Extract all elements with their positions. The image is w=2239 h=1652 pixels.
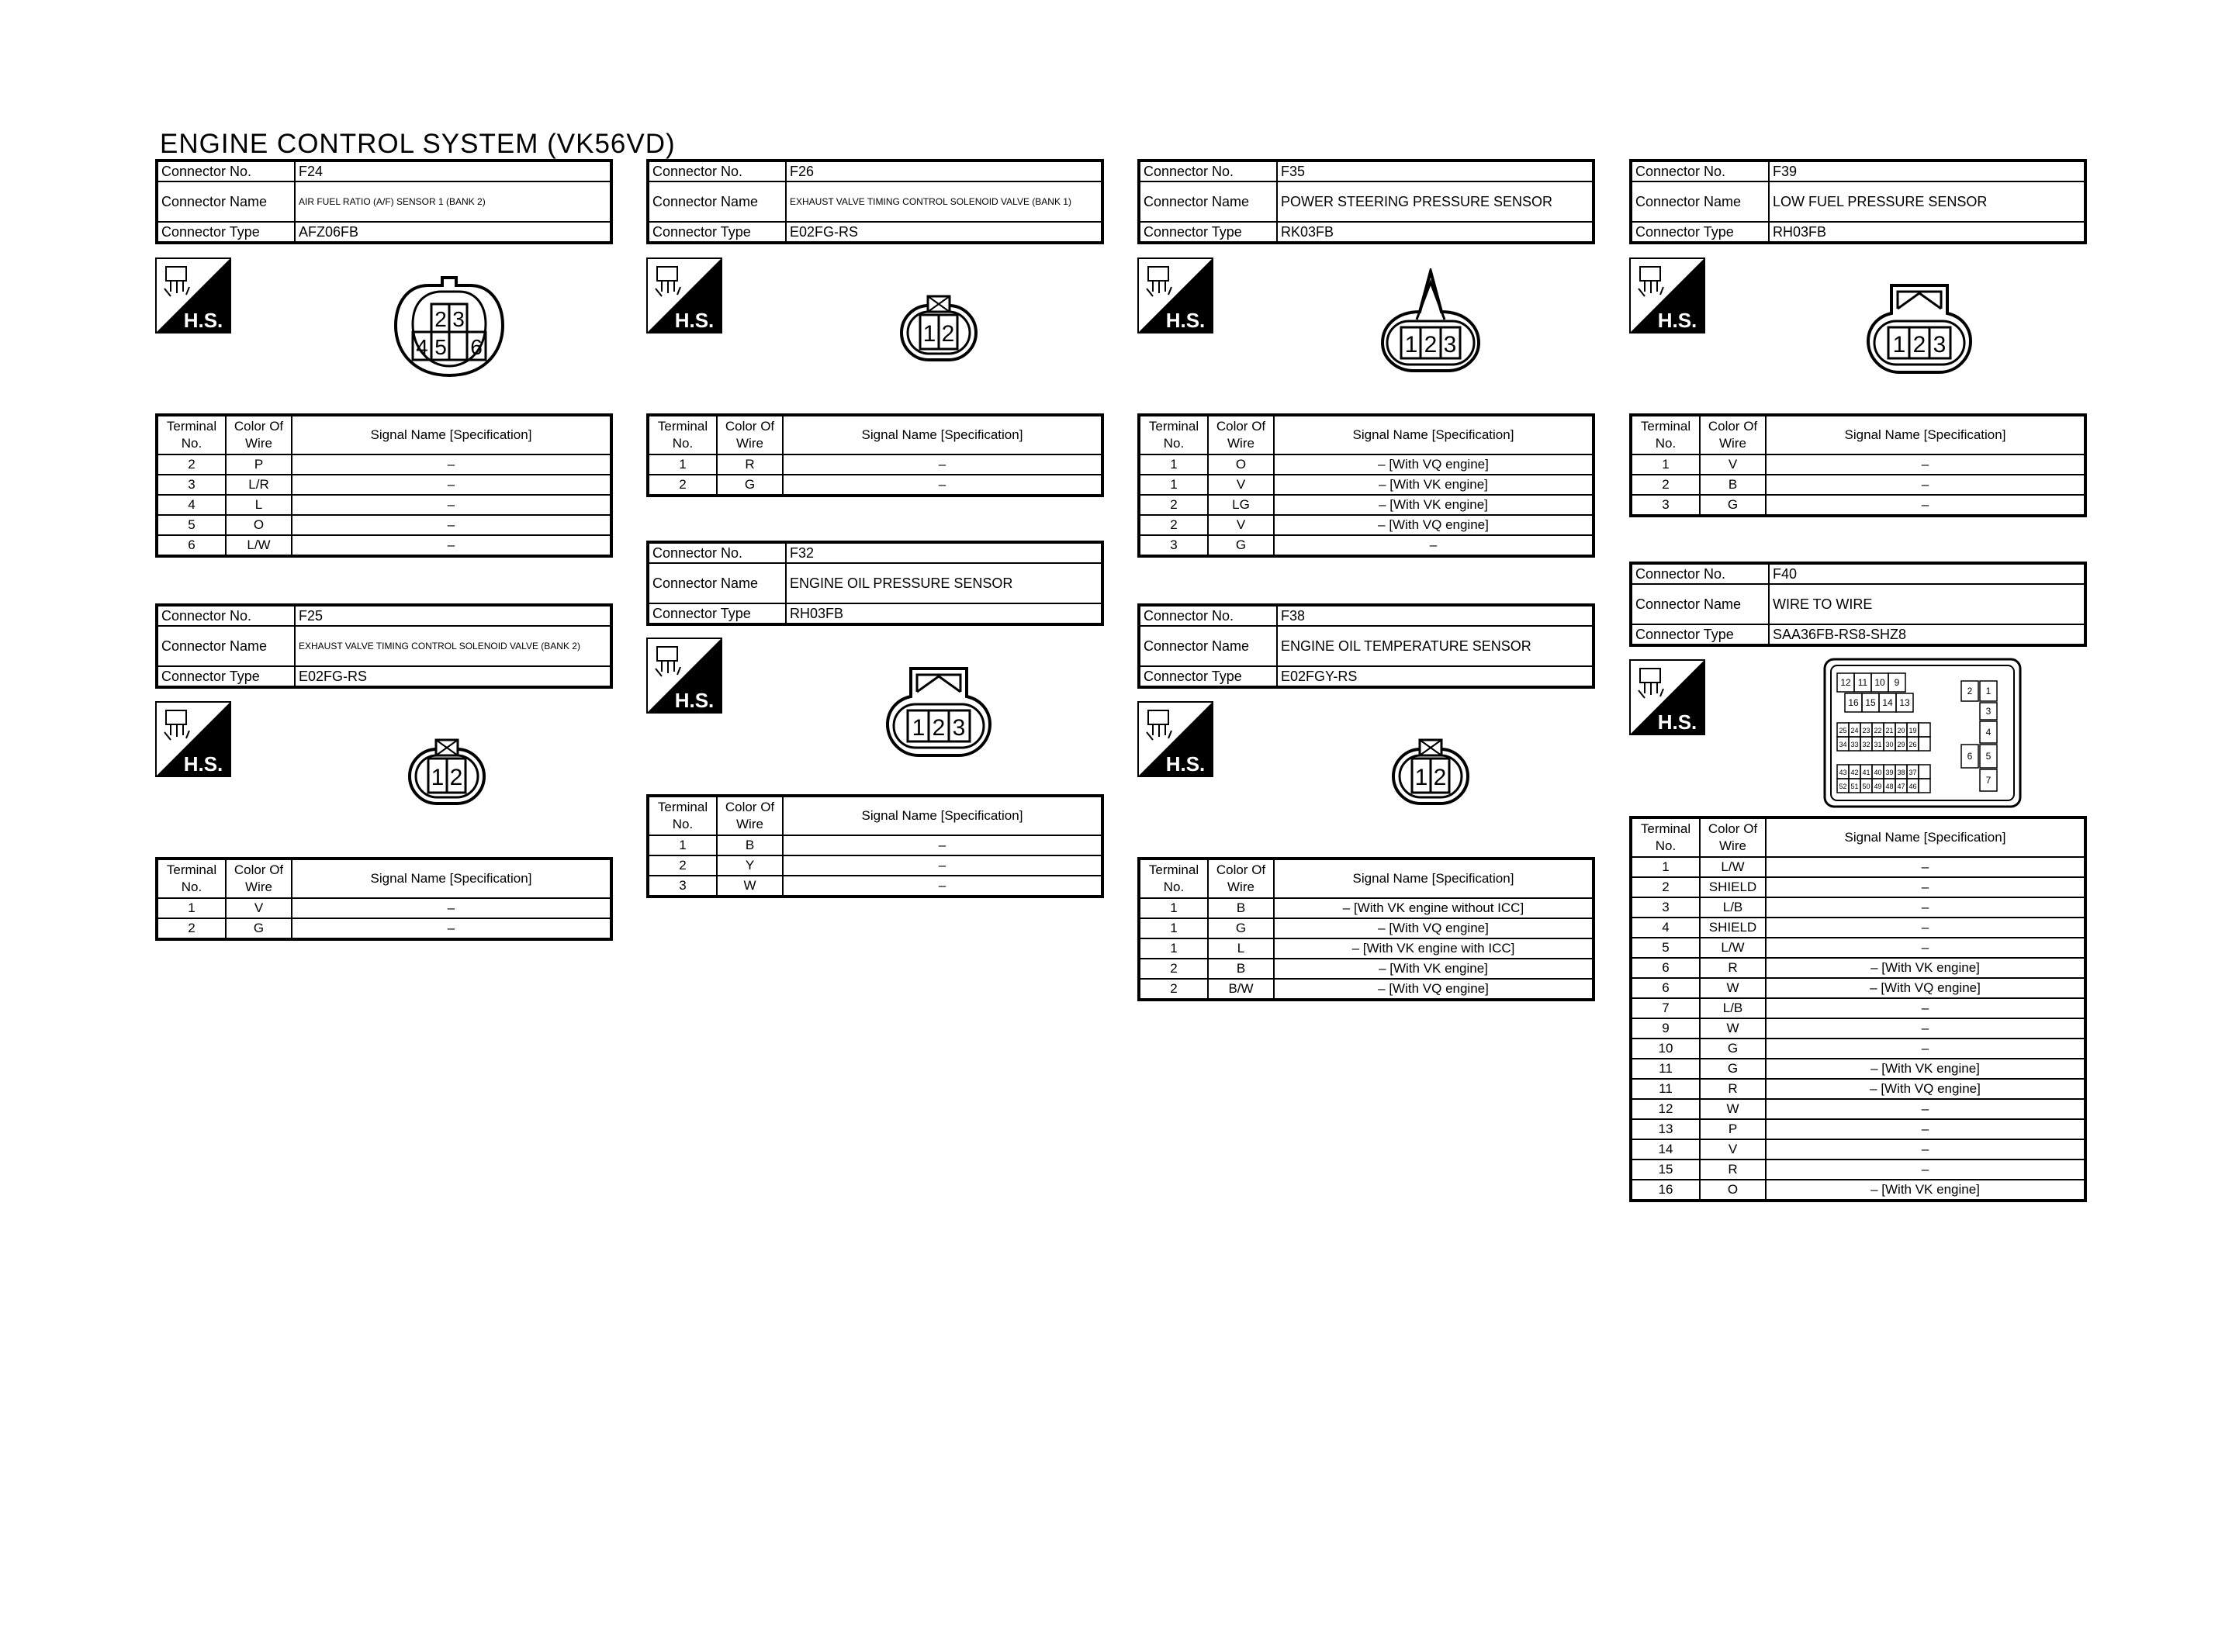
harness-side-icon [1629,257,1705,334]
table-row: 7 L/B – [1631,998,2085,1018]
terminal-no-header: Terminal No. [1631,415,1700,454]
pin-label: 3 [1443,332,1457,358]
signal-name-header: Signal Name [Specification] [292,415,611,454]
pin-label: 3 [452,307,465,331]
pin-label: 34 [1839,741,1847,748]
pin-label: 2 [449,765,463,790]
connector-no-label: Connector No. [157,605,295,626]
connector-type-label: Connector Type [1139,222,1277,243]
empty-cell [1919,737,1930,751]
pin-label: 6 [470,335,483,359]
connector-name-value: AIR FUEL RATIO (A/F) SENSOR 1 (BANK 2) [295,181,611,222]
hs-label: H.S. [1657,309,1697,332]
connector-f26-header [646,159,1104,244]
connector-type-value: E02FGY-RS [1277,666,1594,687]
harness-side-icon [155,701,231,777]
table-row: 2 B/W – [With VQ engine] [1139,979,1594,1000]
pin-label: 13 [1899,697,1910,708]
connector-f39-face [1865,282,1974,379]
connector-no-value: F38 [1277,605,1594,626]
harness-side-icon [1629,659,1705,735]
table-row: 14 V – [1631,1139,2085,1160]
connector-no-value: F39 [1769,161,2085,181]
pin-label: 7 [1985,775,1992,786]
empty-cell [1919,779,1930,793]
pin-label: 1 [1985,686,1992,696]
connector-type-label: Connector Type [1631,222,1769,243]
empty-cell [1919,723,1930,737]
connector-f32-header [646,541,1104,626]
connector-f32-face [884,665,993,762]
wire-color-header: Color Of Wire [226,859,292,898]
pin-label: 38 [1897,769,1905,776]
pin-label: 46 [1909,783,1917,790]
pin-label: 6 [1967,751,1973,762]
connector-name-label: Connector Name [1139,626,1277,666]
pin-label: 25 [1839,727,1847,734]
signal-name-header: Signal Name [Specification] [1274,415,1594,454]
pin-label: 4 [416,335,428,359]
table-row: 6 R – [With VK engine] [1631,958,2085,978]
table-row: 3 G – [1139,535,1594,556]
connector-f32-terminal-table [646,794,1104,898]
pin-label: 2 [434,307,447,331]
table-row: 1 G – [With VQ engine] [1139,918,1594,938]
wire-color-header: Color Of Wire [1208,859,1274,898]
connector-name-label: Connector Name [1139,181,1277,222]
signal-name-header: Signal Name [Specification] [1766,817,2085,857]
pin-label: 1 [1414,765,1428,790]
pin-label: 14 [1882,697,1893,708]
hs-label: H.S. [183,309,223,332]
connector-name-label: Connector Name [648,181,786,222]
connector-type-value: SAA36FB-RS8-SHZ8 [1769,624,2085,645]
pin-label: 40 [1874,769,1882,776]
pin-label: 1 [1404,332,1418,358]
harness-side-icon [646,257,722,334]
harness-side-icon [1137,701,1213,777]
signal-name-header: Signal Name [Specification] [1766,415,2085,454]
connector-name-value: EXHAUST VALVE TIMING CONTROL SOLENOID VALVE (BANK 1) [786,181,1102,222]
table-row: 1 B – [648,835,1102,855]
hs-label: H.S. [1657,710,1697,734]
pin-label: 3 [1933,332,1947,358]
connector-type-value: AFZ06FB [295,222,611,243]
pin-label: 26 [1909,741,1917,748]
pin-label: 30 [1885,741,1894,748]
table-row: 16 O – [With VK engine] [1631,1180,2085,1201]
hs-label: H.S. [1165,309,1206,332]
connector-no-label: Connector No. [648,161,786,181]
connector-no-value: F26 [786,161,1102,181]
pin-label: 5 [1985,751,1992,762]
table-row: 3 G – [1631,495,2085,516]
pin-label: 23 [1862,727,1870,734]
connector-no-label: Connector No. [1139,161,1277,181]
table-row: 9 W – [1631,1018,2085,1039]
pin-label: 41 [1862,769,1870,776]
connector-type-value: RK03FB [1277,222,1594,243]
pin-label: 42 [1850,769,1859,776]
pin-label: 20 [1897,727,1905,734]
connector-f39-header [1629,159,2087,244]
table-row: 2 G – [157,918,611,939]
connector-f24-header [155,159,613,244]
harness-side-icon [646,638,722,714]
table-row: 4 L – [157,495,611,515]
connector-f40-terminal-table [1629,816,2087,1202]
connector-name-label: Connector Name [157,181,295,222]
signal-name-header: Signal Name [Specification] [783,796,1102,835]
pin-label: 9 [1894,677,1900,688]
connector-name-label: Connector Name [1631,181,1769,222]
connector-f26-terminal-table [646,413,1104,497]
wire-color-header: Color Of Wire [1700,415,1766,454]
connector-f38-terminal-table [1137,857,1595,1001]
pin-label: 2 [932,715,946,741]
pin-label: 31 [1874,741,1882,748]
pin-label: 19 [1909,727,1917,734]
pin-label: 2 [941,321,955,347]
connector-no-label: Connector No. [1631,161,1769,181]
harness-side-icon [155,257,231,334]
table-row: 11 R – [With VQ engine] [1631,1079,2085,1099]
signal-name-header: Signal Name [Specification] [783,415,1102,454]
wire-color-header: Color Of Wire [717,796,783,835]
pin-label: 32 [1862,741,1870,748]
harness-side-icon [1137,257,1213,334]
pin-label: 3 [1985,706,1992,717]
wire-color-header: Color Of Wire [1700,817,1766,857]
pin-label: 10 [1874,677,1885,688]
pin-label: 39 [1885,769,1894,776]
pin-label: 1 [431,765,445,790]
table-row: 2 B – [With VK engine] [1139,959,1594,979]
wire-color-header: Color Of Wire [717,415,783,454]
hs-label: H.S. [183,752,223,776]
signal-name-header: Signal Name [Specification] [1274,859,1594,898]
table-row: 4 SHIELD – [1631,918,2085,938]
pin-label: 47 [1897,783,1905,790]
connector-f26-face [898,293,979,367]
terminal-no-header: Terminal No. [1139,859,1208,898]
connector-type-value: E02FG-RS [786,222,1102,243]
table-row: 1 R – [648,454,1102,475]
connector-name-value: ENGINE OIL TEMPERATURE SENSOR [1277,626,1594,666]
pin-label: 11 [1857,677,1868,688]
pin-label: 1 [1892,332,1906,358]
pin-label: 24 [1850,727,1859,734]
table-row: 3 W – [648,876,1102,897]
terminal-no-header: Terminal No. [157,859,226,898]
pin-label: 21 [1885,727,1894,734]
connector-name-label: Connector Name [1631,584,1769,624]
connector-f35-terminal-table [1137,413,1595,558]
connector-no-label: Connector No. [157,161,295,181]
connector-f25-header [155,603,613,689]
pin-label: 16 [1848,697,1859,708]
table-row: 2 P – [157,454,611,475]
table-row: 1 V – [157,898,611,918]
hs-label: H.S. [1165,752,1206,776]
connector-type-label: Connector Type [157,666,295,687]
pin-label: 2 [1967,686,1973,696]
connector-f38-header [1137,603,1595,689]
table-row: 1 V – [1631,454,2085,475]
connector-f35-header [1137,159,1595,244]
table-row: 3 L/B – [1631,897,2085,918]
wire-color-header: Color Of Wire [226,415,292,454]
connector-f35-face [1378,268,1483,378]
connector-type-label: Connector Type [1139,666,1277,687]
connector-name-label: Connector Name [648,563,786,603]
table-row: 15 R – [1631,1160,2085,1180]
table-row: 12 W – [1631,1099,2085,1119]
pin-label: 12 [1840,677,1851,688]
pin-label: 52 [1839,783,1847,790]
connector-type-label: Connector Type [648,603,786,624]
connector-type-label: Connector Type [1631,624,1769,645]
connector-f25-terminal-table [155,857,613,941]
table-row: 2 B – [1631,475,2085,495]
pin-label: 2 [1912,332,1926,358]
connector-type-label: Connector Type [157,222,295,243]
pin-label: 51 [1850,783,1859,790]
pin-label: 49 [1874,783,1882,790]
connector-no-label: Connector No. [1631,563,1769,584]
pin-label: 5 [434,335,447,359]
connector-name-value: LOW FUEL PRESSURE SENSOR [1769,181,2085,222]
table-row: 1 B – [With VK engine without ICC] [1139,898,1594,918]
connector-type-label: Connector Type [648,222,786,243]
pin-label: 37 [1909,769,1917,776]
table-row: 11 G – [With VK engine] [1631,1059,2085,1079]
table-row: 5 L/W – [1631,938,2085,958]
table-row: 1 L/W – [1631,857,2085,877]
pin-label: 50 [1862,783,1870,790]
table-row: 2 SHIELD – [1631,877,2085,897]
table-row: 1 O – [With VQ engine] [1139,454,1594,475]
table-row: 6 L/W – [157,535,611,556]
terminal-no-header: Terminal No. [648,796,717,835]
terminal-no-header: Terminal No. [648,415,717,454]
page-title: ENGINE CONTROL SYSTEM (VK56VD) [160,129,676,159]
table-row: 5 O – [157,515,611,535]
connector-f25-face [407,737,487,810]
connector-f24-terminal-table [155,413,613,558]
table-row: 10 G – [1631,1039,2085,1059]
connector-name-value: WIRE TO WIRE [1769,584,2085,624]
pin-label: 1 [912,715,926,741]
connector-name-label: Connector Name [157,626,295,666]
table-row: 3 L/R – [157,475,611,495]
hs-label: H.S. [674,309,715,332]
pin-label: 2 [1433,765,1447,790]
hs-label: H.S. [674,689,715,712]
terminal-no-header: Terminal No. [1631,817,1700,857]
terminal-no-header: Terminal No. [1139,415,1208,454]
connector-type-value: RH03FB [1769,222,2085,243]
table-row: 13 P – [1631,1119,2085,1139]
pin-label: 29 [1897,741,1905,748]
connector-no-value: F32 [786,542,1102,563]
pin-label: 43 [1839,769,1847,776]
table-row: 1 V – [With VK engine] [1139,475,1594,495]
table-row: 2 Y – [648,855,1102,876]
connector-type-value: RH03FB [786,603,1102,624]
connector-name-value: ENGINE OIL PRESSURE SENSOR [786,563,1102,603]
pin-label: 3 [952,715,966,741]
table-row: 1 L – [With VK engine with ICC] [1139,938,1594,959]
connector-f40-header [1629,562,2087,647]
connector-f38-face [1390,737,1471,810]
connector-no-value: F40 [1769,563,2085,584]
pin-label: 22 [1874,727,1882,734]
empty-cell [1919,765,1930,779]
pin-label: 4 [1985,727,1992,738]
pin-label: 2 [1424,332,1438,358]
table-row: 2 G – [648,475,1102,496]
pin-label: 15 [1865,697,1876,708]
connector-no-value: F35 [1277,161,1594,181]
connector-type-value: E02FG-RS [295,666,611,687]
connector-name-value: EXHAUST VALVE TIMING CONTROL SOLENOID VALVE (BANK 2) [295,626,611,666]
pin-label: 48 [1885,783,1894,790]
connector-no-label: Connector No. [648,542,786,563]
wire-color-header: Color Of Wire [1208,415,1274,454]
table-row: 2 LG – [With VK engine] [1139,495,1594,515]
terminal-no-header: Terminal No. [157,415,226,454]
connector-f24-face [393,275,506,384]
pin-label: 33 [1850,741,1859,748]
connector-f39-terminal-table [1629,413,2087,517]
table-row: 2 V – [With VQ engine] [1139,515,1594,535]
table-row: 6 W – [With VQ engine] [1631,978,2085,998]
connector-no-value: F24 [295,161,611,181]
signal-name-header: Signal Name [Specification] [292,859,611,898]
connector-no-value: F25 [295,605,611,626]
connector-f40-face [1823,658,2022,812]
connector-name-value: POWER STEERING PRESSURE SENSOR [1277,181,1594,222]
pin-label: 1 [922,321,936,347]
connector-no-label: Connector No. [1139,605,1277,626]
